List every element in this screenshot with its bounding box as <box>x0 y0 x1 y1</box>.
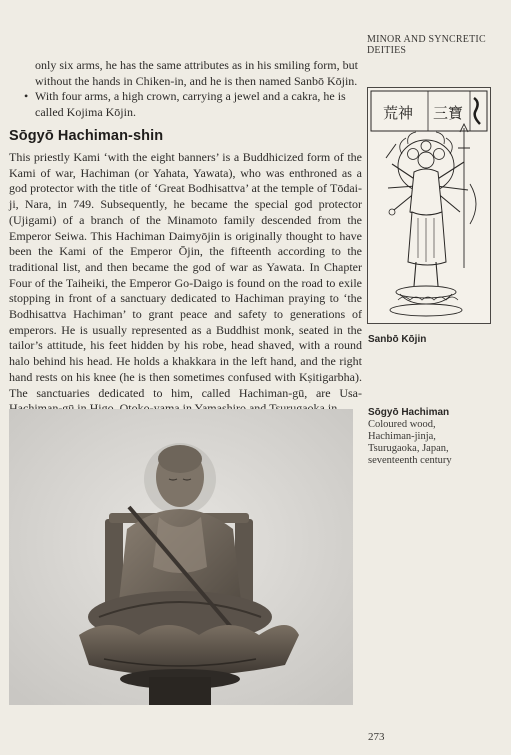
print-illustration <box>368 88 490 323</box>
continuation-text: only six arms, he has the same attributes as in his smiling form, but without the hands in Chiken-in, and he is then named Sanbō Kōjin. <box>35 58 358 88</box>
bullet-list <box>9 89 362 120</box>
photo-caption-line: Coloured wood, <box>368 419 436 430</box>
statue-image <box>9 409 353 705</box>
page-number: 273 <box>368 731 385 743</box>
photo-caption <box>368 407 503 467</box>
running-head: MINOR AND SYNCRETIC DEITIES <box>367 34 486 56</box>
print-label-left: 荒神 <box>382 104 414 122</box>
photo-caption-title: Sōgyō Hachiman <box>368 407 450 418</box>
print-label-right: 三寶 <box>432 104 464 122</box>
sogyo-hachiman-photo <box>9 409 353 705</box>
photo-caption-line: Tsurugaoka, Japan, <box>368 443 449 454</box>
bullet-item: • With four arms, a high crown, carrying a jewel and a cakra, he is called Kojima Kōjin. <box>35 89 362 120</box>
photo-caption-line: Hachiman-jinja, <box>368 431 436 442</box>
print-caption: Sanbō Kōjin <box>368 334 427 345</box>
photo-caption-line: seventeenth century <box>368 455 452 466</box>
section-title: Sōgyō Hachiman-shin <box>9 128 164 144</box>
sanbo-kojin-print <box>367 87 491 324</box>
body-paragraph: This priestly Kami ‘with the eight banners’ is a Buddhicized form of the Kami of war, Hachiman (or Yahata, Yawata), who was enthroned as a god protector with the title of ‘Great Bodhisattva’ at the temple of Tōdai-ji, Nara, in 749. Subsequently, he became the special god protector (Ujigami) of a branch of the Minamoto family descended from the Emperor Seiwa. This Hachiman Daimyōjin is originally thought to have been the Kami of the Emperor Ōjin, the fifteenth according to the traditional list, and then became the god of war as Yawata. In Chapter Four of the Taiheiki, the Emperor Go-Daigo is found on the road to exile stopping in front of a sanctuary dedicated to Hachiman praying to ‘the Bodhisattva Hachiman’ to grant peace and safety to generations of emperors. He is usually represented as a Buddhist monk, seated in the tailor’s attitude, his feet hidden by his robe, head shaved, with a round halo behind his head. He holds a khakkara in the left hand, and the right hand rests on his knee (he is then sometimes confused with Kṣitigarbha). The sanctuaries dedicated to him, called Hachiman-gū, are Usa- <box>9 150 362 400</box>
text-column <box>9 58 362 417</box>
